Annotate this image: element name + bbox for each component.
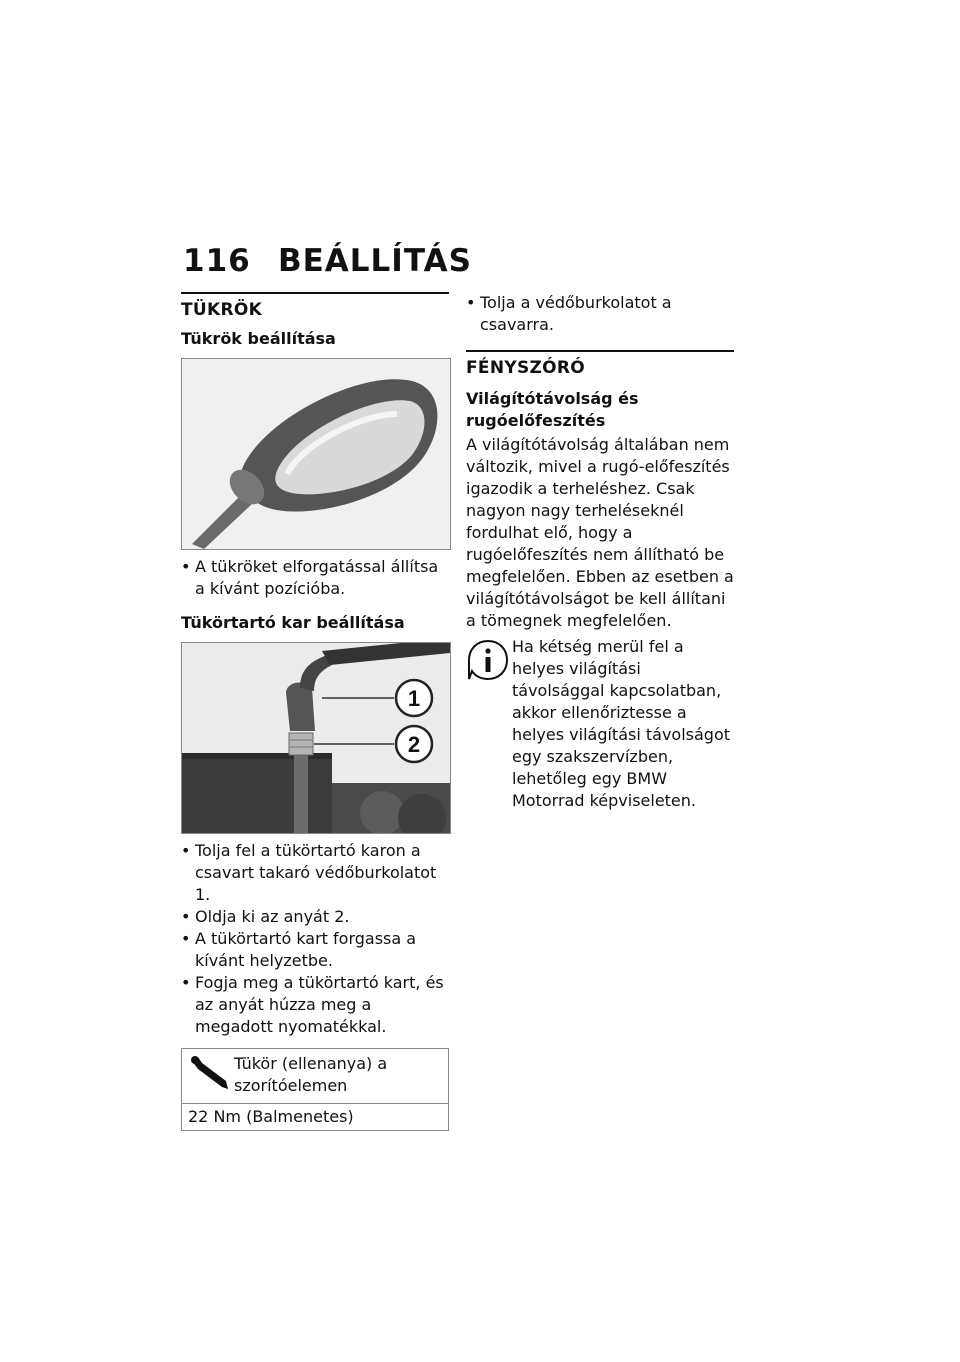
info-note: [466, 636, 734, 812]
left-column: [181, 292, 449, 1131]
list-item: • Tolja fel a tükörtartó karon a csavart takaró védőburkolatot 1.: [181, 840, 449, 906]
page-header: [183, 243, 472, 279]
right-bullets: [466, 292, 734, 336]
list-item: • Oldja ki az anyát 2.: [181, 906, 449, 928]
torque-label: Tükör (ellenanya) a szorítóelemen: [234, 1054, 388, 1095]
chapter-title: BEÁLLÍTÁS: [278, 243, 472, 279]
section-title-mirrors: TÜKRÖK: [181, 300, 263, 320]
mirror-figure: [181, 358, 451, 550]
info-icon: [466, 638, 510, 682]
callout-1: 1: [407, 686, 421, 711]
mirror-arm-figure: [181, 642, 451, 834]
headlight-paragraph: A világítótávolság általában nem változik, mivel a rugó-előfeszítés igazodik a terheléshez. Csak nagyon nagy terheléseknél fordulhat elő, hogy a rugóelőfeszítés nem állítható be megfelelően. Ebben az esetben a világítótávolságot be kell állítani a tömegnek megfelelően.: [466, 435, 734, 630]
section-title-headlight: FÉNYSZÓRÓ: [466, 358, 586, 378]
list-item: • Tolja a védőburkolatot a csavarra.: [466, 292, 734, 336]
right-column: [466, 292, 734, 812]
torque-header: [182, 1049, 448, 1104]
page-number: 116: [183, 243, 251, 279]
arm-bullets: [181, 840, 449, 1038]
list-item: • A tükröket elforgatással állítsa a kívánt pozícióba.: [181, 556, 449, 600]
torque-value: 22 Nm (Balmenetes): [188, 1107, 354, 1126]
section-rule: [466, 350, 734, 352]
list-item: • A tükörtartó kart forgassa a kívánt helyzetbe.: [181, 928, 449, 972]
list-item: • Fogja meg a tükörtartó kart, és az anyát húzza meg a megadott nyomatékkal.: [181, 972, 449, 1038]
note-text: Ha kétség merül fel a helyes világítási távolsággal kapcsolatban, akkor ellenőriztesse a helyes világítási távolságot egy szakszervízben, lehetőleg egy BMW Motorrad képviseleten.: [512, 637, 731, 810]
wrench-icon: [188, 1053, 234, 1093]
subtitle-mirror-adjust: Tükrök beállítása: [181, 329, 336, 348]
mirror-bullets: [181, 556, 449, 600]
callout-2: 2: [407, 732, 421, 757]
subtitle-arm-adjust: Tükörtartó kar beállítása: [181, 613, 405, 632]
section-rule: [181, 292, 449, 294]
subtitle-headlight-range: Világítótávolság és rugóelőfeszítés: [466, 389, 639, 430]
torque-table: [181, 1048, 449, 1131]
